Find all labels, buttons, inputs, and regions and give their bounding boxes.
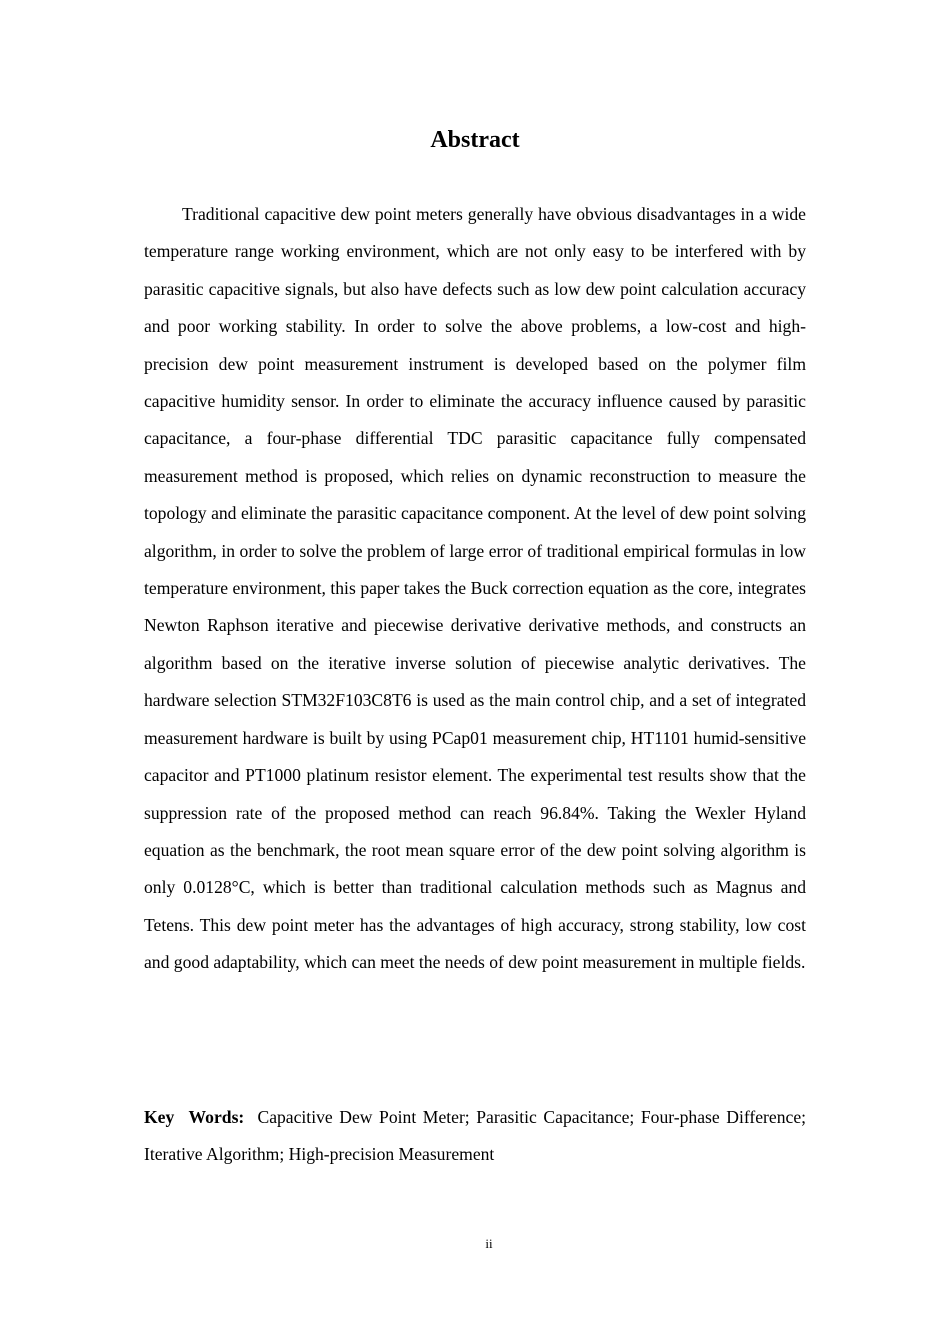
keywords-label: Key Words:: [144, 1107, 245, 1127]
abstract-body: Traditional capacitive dew point meters generally have obvious disadvantages in a wide temperature range working environment, which are not only easy to be interfered with by parasitic capacitive signals, but also have defects such as low dew point calculation accuracy and poor working stability. In order to solve the above problems, a low-cost and high-precision dew point measurement instrument is developed based on the polymer film capacitive humidity sensor. In order to eliminate the accuracy influence caused by parasitic capacitance, a four-phase differential TDC parasitic capacitance fully compensated measurement method is proposed, which relies on dynamic reconstruction to measure the topology and eliminate the parasitic capacitance component. At the level of dew point solving algorithm, in order to solve the problem of large error of traditional empirical formulas in low temperature environment, this paper takes the Buck correction equation as the core, integrates Newton Raphson iterative and piecewise derivative derivative methods, and constructs an algorithm based on the iterative inverse solution of piecewise analytic derivatives. The hardware selection STM32F103C8T6 is used as the main control chip, and a set of integrated measurement hardware is built by using PCap01 measurement chip, HT1101 humid-sensitive capacitor and PT1000 platinum resistor element. The experimental test results show that the suppression rate of the proposed method can reach 96.84%. Taking the Wexler Hyland equation as the benchmark, the root mean square error of the dew point solving algorithm is only 0.0128°C, which is better than traditional calculation methods such as Magnus and Tetens. This dew point meter has the advantages of high accuracy, strong stability, low cost and good adaptability, which can meet the needs of dew point measurement in multiple fields.: [144, 204, 806, 973]
page-number: ii: [485, 1236, 493, 1251]
abstract-title: Abstract: [430, 127, 520, 153]
keywords-paragraph: [144, 1099, 806, 1174]
keywords-list: Capacitive Dew Point Meter; Parasitic Capacitance; Four-phase Difference; Iterative Algorithm; High-precision Measurement: [144, 1107, 807, 1165]
